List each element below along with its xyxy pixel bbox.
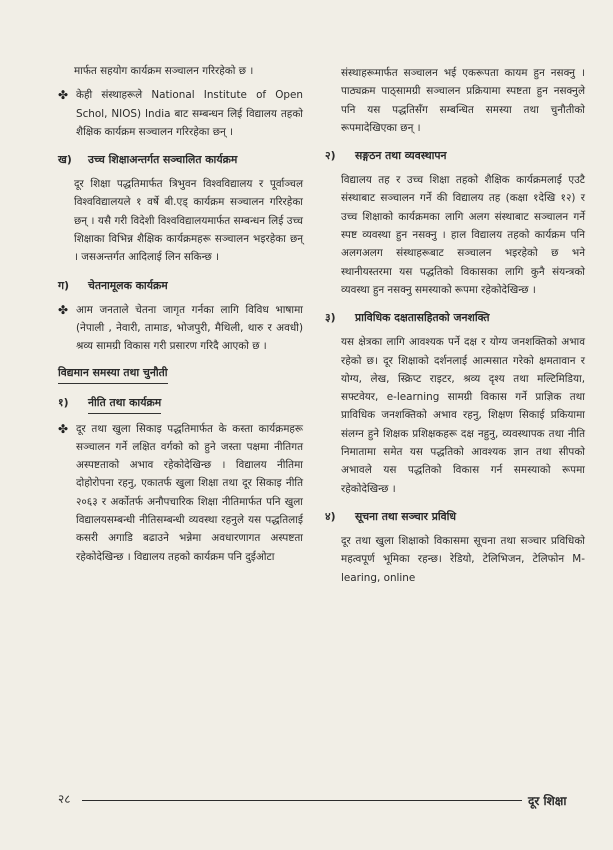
- sub1-number: १): [58, 395, 69, 409]
- sub1-heading: [58, 394, 303, 414]
- sub3-heading: [325, 309, 585, 327]
- bullet-flower-icon: ✤: [58, 88, 69, 103]
- footer-divider: [82, 800, 522, 801]
- left-column: [58, 62, 303, 566]
- bullet-nios-text: केही संस्थाहरूले National Institute of Open Schol, NIOS) India बाट सम्बन्धन लिई विद्यालय तहको शैक्षिक कार्यक्रम सञ्चालन गरिरहेका छन् ।: [76, 89, 303, 138]
- sub2-number: २): [325, 149, 336, 163]
- sub4-number: ४): [325, 509, 336, 523]
- bullet-awareness: [58, 301, 303, 356]
- bullet-flower-icon: ✤: [58, 421, 69, 436]
- page-number: २८: [58, 792, 71, 806]
- right-column: [325, 64, 585, 587]
- sub1-title: नीति तथा कार्यक्रम: [88, 394, 161, 414]
- sub4-paragraph: दूर तथा खुला शिक्षाको विकासमा सूचना तथा सञ्चार प्रविधिको महत्वपूर्ण भूमिका रहन्छ। रेडियो, टेलिभिजन, टेलिफोन M-learing, online: [341, 534, 585, 584]
- bullet-awareness-text: आम जनताले चेतना जागृत गर्नका लागि विविध भाषामा (नेपाली , नेवारी, तामाङ, भोजपुरी, मैथिली, थारु र अवधी) श्रव्य सामग्री विकास गरी प्रसारण गरिदै आएको छ ।: [76, 303, 303, 353]
- sub2-title: सङ्गठन तथा व्यवस्थापन: [355, 149, 447, 163]
- problems-heading: [58, 364, 303, 384]
- bullet-flower-icon: ✤: [58, 302, 69, 317]
- sub3-title: प्राविधिक दक्षतासहितको जनशक्ति: [355, 311, 490, 325]
- publication-title: दूर शिक्षा: [528, 794, 567, 808]
- section-kha-paragraph: दूर शिक्षा पद्धतिमार्फत त्रिभुवन विश्वविद्यालय र पूर्वाञ्चल विश्वविद्यालयले १ वर्षे बी.एड् कार्यक्रम सञ्चालन गरिरहेका छन् । यसै गरी विदेशी विश्वविद्यालयमार्फत सम्बन्धन लिई उच्च शिक्षाका विभिन्न शैक्षिक कार्यक्रमहरू सञ्चालन भइरहेका छन् । जसअन्तर्गत आदिलाई लिन सकिन्छ ।: [74, 178, 303, 264]
- section-kha-heading: [58, 151, 303, 169]
- bullet-policy-text: दूर तथा खुला सिकाइ पद्धतिमार्फत के कस्ता कार्यक्रमहरू सञ्चालन गर्ने लक्षित वर्गको को हुने जस्ता पक्षमा नीतिगत अस्पष्टताको अभाव रहेकोदेखिन्छ । विद्यालय नीतिमा दोहोरोपना रहनु, एकातर्फ खुला शिक्षा तथा दूर सिकाइ नीति २०६३ र अर्कोतर्फ अनौपचारिक शिक्षा नीतिमार्फत पनि खुला विद्यालयसम्बन्धी नीतिसम्बन्धी व्यवस्था रहनुले यस पद्धतिलाई कसरी अगाडि बढाउने भन्नेमा अवधारणागत अस्पष्टता रहेकोदेखिन्छ । विद्यालय तहको कार्यक्रम पनि दुईओटा: [76, 422, 303, 563]
- sub3-paragraph: यस क्षेत्रका लागि आवश्यक पर्ने दक्ष र योग्य जनशक्तिको अभाव रहेको छ। दूर शिक्षाको दर्शनलाई आत्मसात गरेको क्षमतावान र योग्य, लेख, स्क्रिप्ट राइटर, श्रव्य दृश्य तथा मल्टिमिडिया, सफ्टवेयर, e-learning सामग्री विकास गर्ने प्राज्ञिक तथा प्राविधिक जनशक्तिको अभाव रहनु, शिक्षण सिकाई प्रकियामा संलग्न हुने शिक्षक प्रशिक्षकहरू दक्ष नहुनु, व्यवस्थापक तथा नीति निमातामा समेत यस पद्धतिको आवश्यक ज्ञान तथा सीपको अभावले यस पद्धतिको विकास गर्न समस्याको रूपमा रहेकोदेखिन्छ ।: [341, 336, 585, 495]
- section-ga-number: ग): [58, 278, 70, 292]
- section-kha-title: उच्च शिक्षाअन्तर्गत सञ्चालित कार्यक्रम: [88, 153, 238, 167]
- bullet-policy: [58, 420, 303, 566]
- section-ga-heading: [58, 277, 303, 295]
- bullet-nios: [58, 86, 303, 141]
- sub4-title: सूचना तथा सञ्चार प्रविधि: [355, 509, 457, 523]
- section-kha-number: ख): [58, 153, 72, 167]
- sub3-number: ३): [325, 311, 336, 325]
- section-ga-title: चेतनामूलक कार्यक्रम: [88, 278, 168, 292]
- problems-title: विद्यमान समस्या तथा चुनौती: [58, 364, 168, 384]
- sub4-heading: [325, 508, 585, 526]
- sub2-heading: [325, 147, 585, 165]
- sub2-paragraph: विद्यालय तह र उच्च शिक्षा तहको शैक्षिक कार्यक्रमलाई एउटै संस्थाबाट सञ्चालन गर्ने की विद्यालय तह (कक्षा १देखि १२) र उच्च शिक्षाको कार्यक्रमका लागि अलग संस्थाबाट सञ्चालन गर्ने स्पष्ट व्यवस्था हुन नसक्नु । हाल विद्यालय तहको कार्यक्रम पनि अलगअलग संस्थाहरूबाट सञ्चालन भइरहेको छ भने स्थानीयस्तरमा यस पद्धतिको विकासका लागि कुनै संयन्त्रको व्यवस्था हुन नसक्नु समस्याको रूपमा रहेकोदेखिन्छ ।: [341, 174, 585, 296]
- paragraph-intro: मार्फत सहयोग कार्यक्रम सञ्चालन गरिरहेको छ ।: [74, 65, 254, 77]
- paragraph-continued: संस्थाहरूमार्फत सञ्चालन भई एकरूपता कायम हुन नसक्नु । पाठ्यक्रम पाठ्सामग्री सञ्चालन प्रक्रियामा स्पष्टता हुन नसक्नुले पनि यस पद्धतिसँग सम्बन्धित समस्या तथा चुनौतीको रूपमादेखिएका छन् ।: [341, 67, 585, 134]
